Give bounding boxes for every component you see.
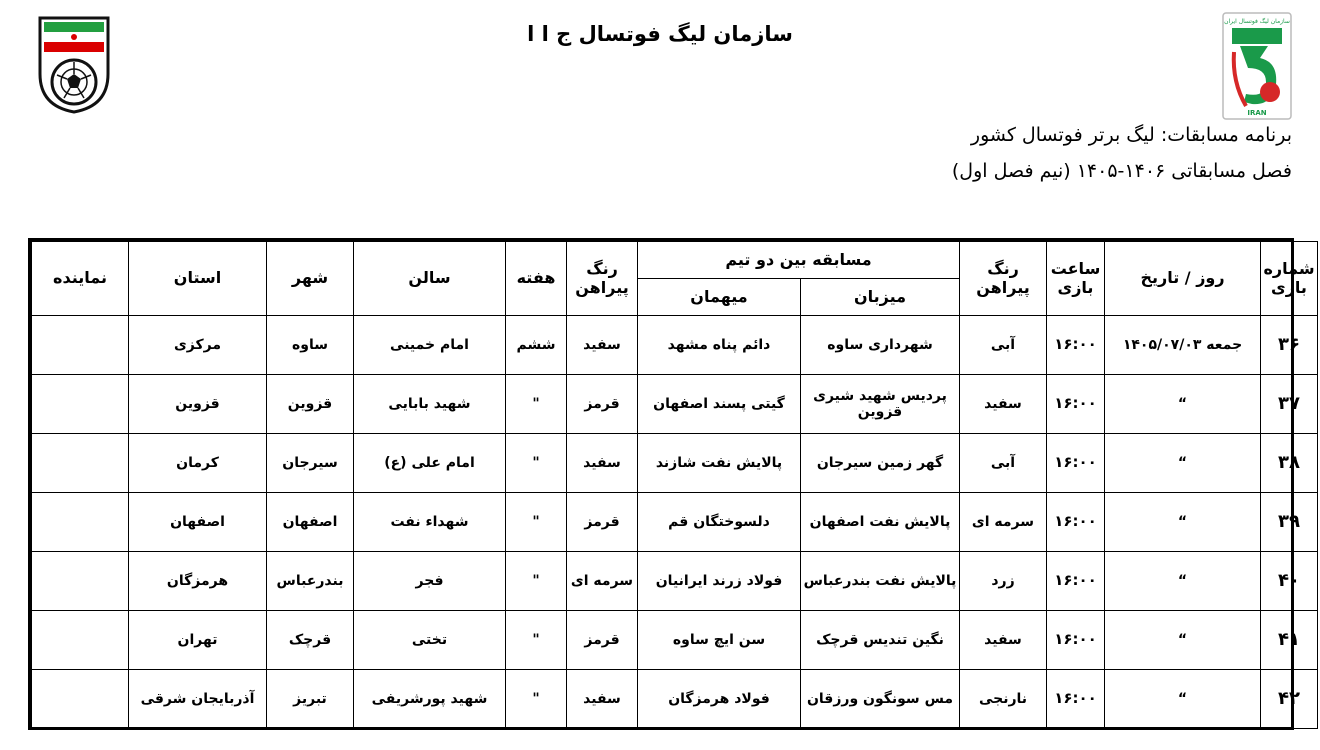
city-cell: اصفهان <box>267 493 354 552</box>
competition-label: برنامه مسابقات: لیگ برتر فوتسال کشور <box>970 124 1292 146</box>
guest-shirt-color-cell: سرمه ای <box>567 552 638 611</box>
hall-cell: فجر <box>354 552 506 611</box>
province-cell: قزوین <box>129 375 267 434</box>
header-time: ساعت بازی <box>1047 242 1105 316</box>
game-number-cell: ۳۶ <box>1261 316 1318 375</box>
city-cell: تبریز <box>267 670 354 729</box>
page-title: سازمان لیگ فوتسال ج ا ا <box>527 22 793 46</box>
hall-cell: شهداء نفت <box>354 493 506 552</box>
host-shirt-color-cell: نارنجی <box>960 670 1047 729</box>
header-representative: نماینده <box>32 242 129 316</box>
table-row <box>32 375 1318 434</box>
game-number-cell: ۳۹ <box>1261 493 1318 552</box>
table-row <box>32 611 1318 670</box>
header-host: میزبان <box>801 279 960 316</box>
hall-cell: تختی <box>354 611 506 670</box>
header-match: مسابقه بین دو تیم <box>638 242 960 279</box>
hall-cell: شهید پورشریفی <box>354 670 506 729</box>
date-cell: “ <box>1105 375 1261 434</box>
guest-team-cell: دائم پناه مشهد <box>638 316 801 375</box>
guest-shirt-color-cell: سفید <box>567 316 638 375</box>
time-cell: ۱۶:۰۰ <box>1047 434 1105 493</box>
host-team-cell: نگین تندیس قرچک <box>801 611 960 670</box>
guest-shirt-color-cell: سفید <box>567 434 638 493</box>
table-row <box>32 493 1318 552</box>
game-number-cell: ۴۰ <box>1261 552 1318 611</box>
representative-cell <box>32 611 129 670</box>
game-number-cell: ۳۷ <box>1261 375 1318 434</box>
city-cell: قزوین <box>267 375 354 434</box>
host-shirt-color-cell: سفید <box>960 375 1047 434</box>
representative-cell <box>32 316 129 375</box>
table-row <box>32 552 1318 611</box>
week-cell: ششم <box>506 316 567 375</box>
date-cell: “ <box>1105 670 1261 729</box>
header-hall: سالن <box>354 242 506 316</box>
province-cell: هرمزگان <box>129 552 267 611</box>
header-week: هفته <box>506 242 567 316</box>
table-row <box>32 316 1318 375</box>
province-cell: مرکزی <box>129 316 267 375</box>
representative-cell <box>32 375 129 434</box>
date-cell: جمعه ۱۴۰۵/۰۷/۰۳ <box>1105 316 1261 375</box>
city-cell: قرچک <box>267 611 354 670</box>
time-cell: ۱۶:۰۰ <box>1047 316 1105 375</box>
host-shirt-color-cell: آبی <box>960 434 1047 493</box>
host-team-cell: پالایش نفت اصفهان <box>801 493 960 552</box>
province-cell: کرمان <box>129 434 267 493</box>
host-team-cell: پردیس شهید شیری قزوین <box>801 375 960 434</box>
svg-text:سازمان لیگ فوتسال ایران: سازمان لیگ فوتسال ایران <box>1224 18 1290 25</box>
game-number-cell: ۴۱ <box>1261 611 1318 670</box>
time-cell: ۱۶:۰۰ <box>1047 375 1105 434</box>
header-guest: میهمان <box>638 279 801 316</box>
hall-cell: شهید بابایی <box>354 375 506 434</box>
svg-text:IRAN: IRAN <box>1247 109 1267 117</box>
date-cell: “ <box>1105 434 1261 493</box>
table-row <box>32 670 1318 729</box>
header-province: استان <box>129 242 267 316</box>
header-city: شهر <box>267 242 354 316</box>
representative-cell <box>32 670 129 729</box>
hall-cell: امام خمینی <box>354 316 506 375</box>
province-cell: تهران <box>129 611 267 670</box>
header-guest-shirt-color: رنگ پیراهن <box>567 242 638 316</box>
guest-shirt-color-cell: قرمز <box>567 375 638 434</box>
representative-cell <box>32 493 129 552</box>
guest-team-cell: گیتی پسند اصفهان <box>638 375 801 434</box>
host-team-cell: گهر زمین سیرجان <box>801 434 960 493</box>
city-cell: ساوه <box>267 316 354 375</box>
header-game-number: شماره بازی <box>1261 242 1318 316</box>
guest-shirt-color-cell: سفید <box>567 670 638 729</box>
week-cell: " <box>506 375 567 434</box>
table-row <box>32 434 1318 493</box>
week-cell: " <box>506 670 567 729</box>
guest-team-cell: فولاد هرمزگان <box>638 670 801 729</box>
week-cell: " <box>506 611 567 670</box>
week-cell: " <box>506 552 567 611</box>
host-shirt-color-cell: آبی <box>960 316 1047 375</box>
host-shirt-color-cell: زرد <box>960 552 1047 611</box>
host-shirt-color-cell: سرمه ای <box>960 493 1047 552</box>
host-team-cell: پالایش نفت بندرعباس <box>801 552 960 611</box>
date-cell: “ <box>1105 611 1261 670</box>
season-label: فصل مسابقاتی ۱۴۰۶-۱۴۰۵ (نیم فصل اول) <box>951 160 1292 182</box>
host-shirt-color-cell: سفید <box>960 611 1047 670</box>
representative-cell <box>32 434 129 493</box>
week-cell: " <box>506 493 567 552</box>
schedule-table <box>28 238 1315 730</box>
time-cell: ۱۶:۰۰ <box>1047 552 1105 611</box>
host-team-cell: مس سونگون ورزقان <box>801 670 960 729</box>
time-cell: ۱۶:۰۰ <box>1047 611 1105 670</box>
host-team-cell: شهرداری ساوه <box>801 316 960 375</box>
date-cell: “ <box>1105 552 1261 611</box>
game-number-cell: ۴۲ <box>1261 670 1318 729</box>
province-cell: آذربایجان شرقی <box>129 670 267 729</box>
date-cell: “ <box>1105 493 1261 552</box>
city-cell: سیرجان <box>267 434 354 493</box>
representative-cell <box>32 552 129 611</box>
guest-team-cell: پالایش نفت شازند <box>638 434 801 493</box>
guest-team-cell: دلسوختگان قم <box>638 493 801 552</box>
header-date: روز / تاریخ <box>1105 242 1261 316</box>
guest-shirt-color-cell: قرمز <box>567 493 638 552</box>
guest-team-cell: فولاد زرند ایرانیان <box>638 552 801 611</box>
header-host-shirt-color: رنگ پیراهن <box>960 242 1047 316</box>
city-cell: بندرعباس <box>267 552 354 611</box>
hall-cell: امام علی (ع) <box>354 434 506 493</box>
week-cell: " <box>506 434 567 493</box>
time-cell: ۱۶:۰۰ <box>1047 493 1105 552</box>
game-number-cell: ۳۸ <box>1261 434 1318 493</box>
guest-shirt-color-cell: قرمز <box>567 611 638 670</box>
guest-team-cell: سن ایچ ساوه <box>638 611 801 670</box>
province-cell: اصفهان <box>129 493 267 552</box>
time-cell: ۱۶:۰۰ <box>1047 670 1105 729</box>
